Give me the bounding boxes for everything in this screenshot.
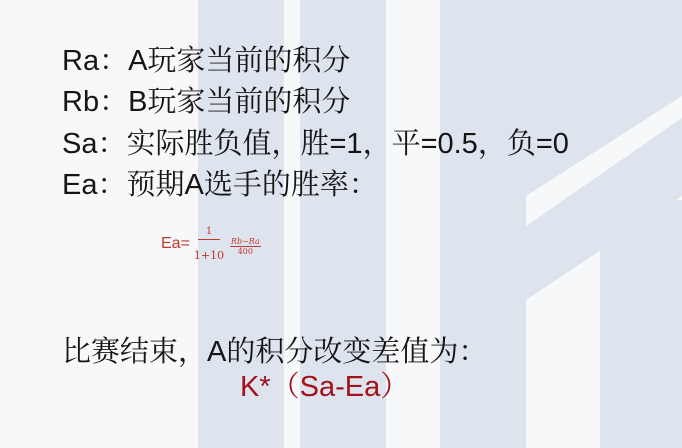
term-separator: ： bbox=[97, 169, 127, 201]
term-ra: Ra bbox=[62, 45, 100, 77]
term-rb: Rb bbox=[62, 86, 100, 118]
term-separator: ： bbox=[99, 45, 129, 77]
desc-ra: A玩家当前的积分 bbox=[128, 45, 351, 77]
definition-sa bbox=[62, 127, 569, 161]
formula-lhs: Ea= bbox=[161, 235, 190, 252]
term-ea: Ea bbox=[62, 169, 98, 201]
definition-rb bbox=[62, 85, 350, 119]
formula-exponent-denominator: 400 bbox=[237, 247, 253, 256]
desc-ea: 预期A选手的胜率： bbox=[126, 169, 378, 201]
result-formula: K*（Sa-Ea） bbox=[240, 371, 410, 403]
formula-fraction bbox=[193, 226, 260, 262]
definition-ea bbox=[62, 168, 378, 202]
term-sa: Sa bbox=[62, 128, 98, 160]
formula-exponent-numerator: Rb−Ra bbox=[230, 237, 260, 246]
term-separator: ： bbox=[97, 128, 127, 160]
formula-denominator-base: 1+10 bbox=[193, 249, 225, 262]
elo-expected-score-formula bbox=[161, 226, 260, 262]
desc-rb: B玩家当前的积分 bbox=[128, 86, 351, 118]
definition-ra bbox=[62, 44, 350, 78]
formula-denominator bbox=[193, 237, 260, 262]
formula-exponent bbox=[230, 237, 261, 256]
term-separator: ： bbox=[99, 86, 129, 118]
conclusion-text: 比赛结束，A的积分改变差值为： bbox=[62, 336, 488, 368]
formula-numerator: 1 bbox=[198, 226, 220, 240]
desc-sa: 实际胜负值，胜=1，平=0.5，负=0 bbox=[126, 128, 569, 160]
